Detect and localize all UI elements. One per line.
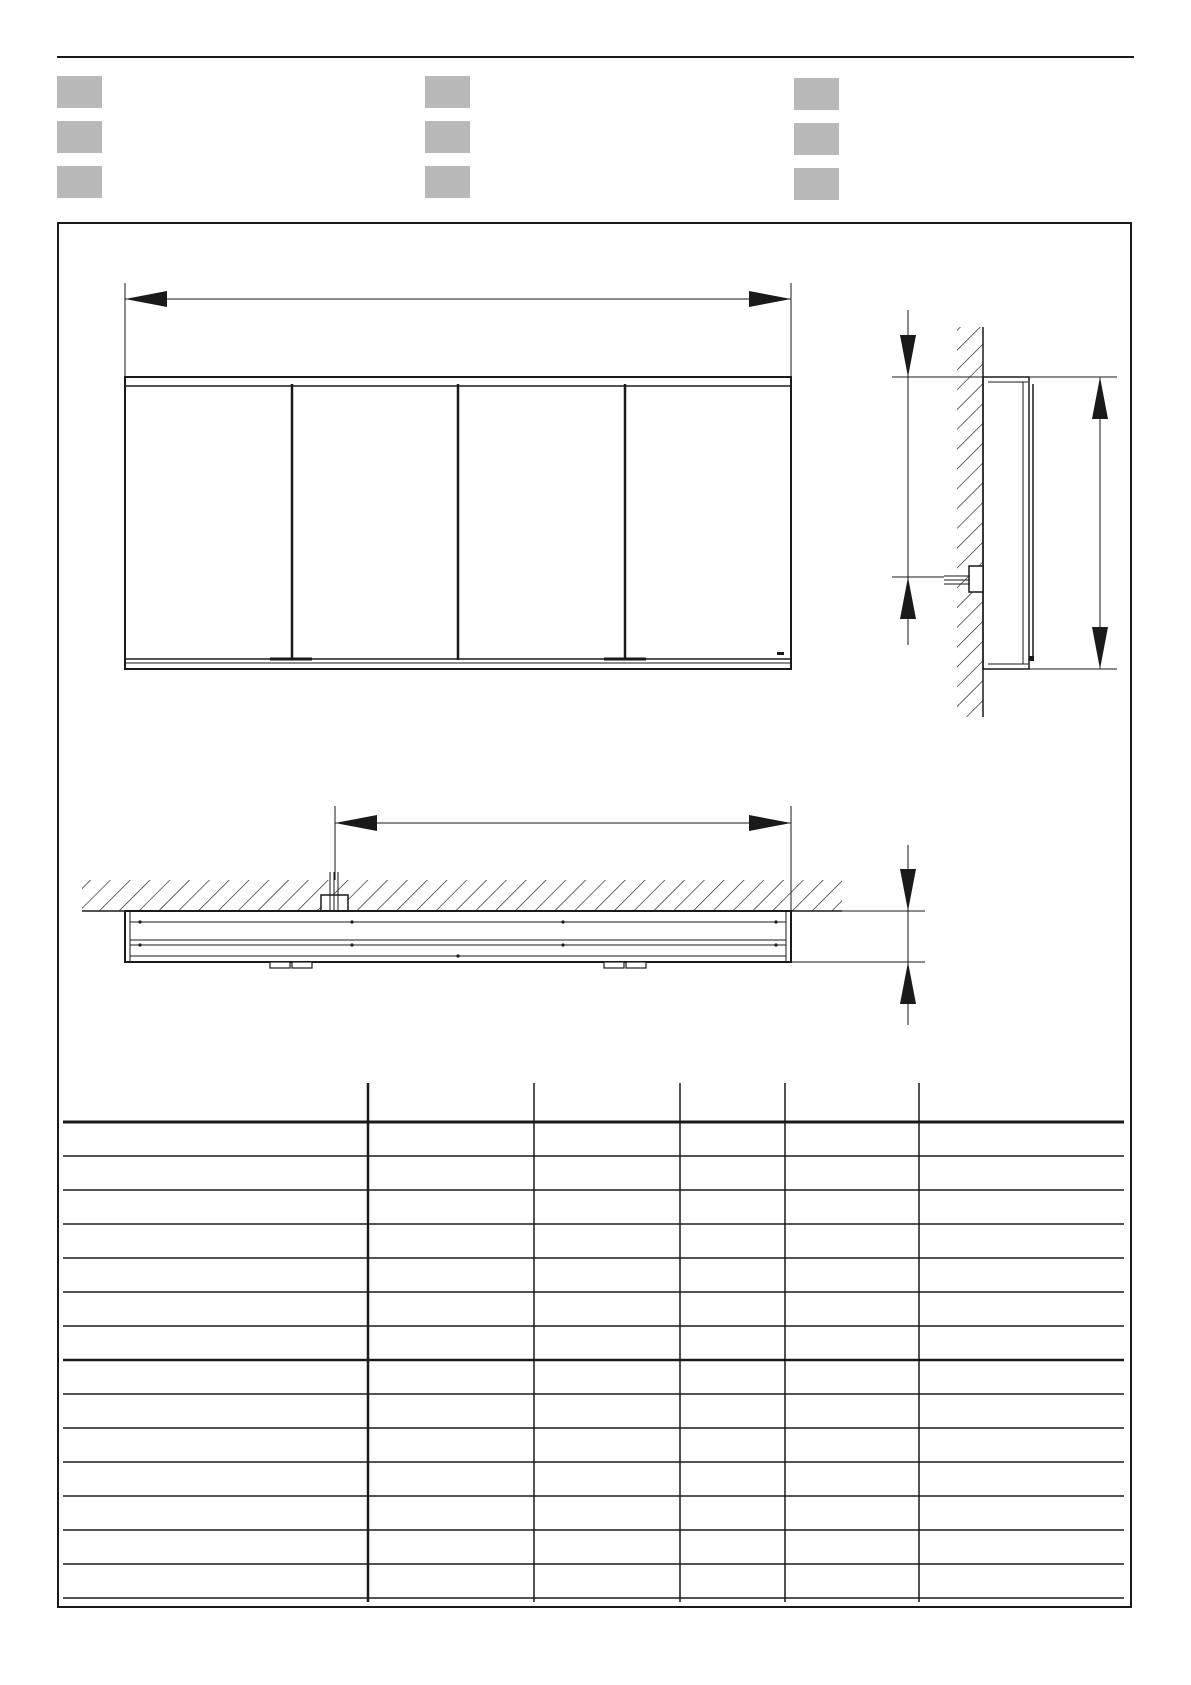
- door-handle: [270, 962, 290, 968]
- dimension-arrow: [1092, 377, 1108, 419]
- hinge-dot: [350, 920, 353, 923]
- hinge-dot: [350, 943, 353, 946]
- dimension-table: [63, 1083, 1124, 1602]
- hinge-dot: [774, 943, 777, 946]
- dimension-arrow: [900, 335, 916, 377]
- dimension-arrow: [900, 869, 916, 911]
- cabinet-plan: [125, 911, 791, 962]
- hinge-dot: [456, 954, 459, 957]
- door-handle: [626, 962, 646, 968]
- dimension-arrow: [335, 815, 377, 831]
- dimension-arrow: [749, 291, 791, 307]
- dimension-arrow: [1092, 627, 1108, 669]
- door-handle: [604, 962, 624, 968]
- top-view: [82, 806, 925, 1025]
- hinge-dot: [138, 920, 141, 923]
- dimension-arrow: [125, 291, 167, 307]
- front-view: [125, 283, 791, 669]
- hinge-dot: [561, 920, 564, 923]
- junction-box: [969, 566, 983, 592]
- door-handle: [292, 962, 312, 968]
- hinge-dot: [138, 943, 141, 946]
- switch-detail: [1029, 656, 1034, 661]
- dimension-arrow: [900, 962, 916, 1004]
- hinge-dot: [561, 943, 564, 946]
- side-view: [892, 310, 1117, 717]
- wall-hatch: [957, 327, 983, 717]
- wall-hatch: [82, 880, 842, 911]
- dimension-arrow: [749, 815, 791, 831]
- hinge-dot: [774, 920, 777, 923]
- switch-indicator: [777, 652, 784, 655]
- cabinet-profile: [983, 377, 1029, 669]
- dimension-arrow: [900, 577, 916, 619]
